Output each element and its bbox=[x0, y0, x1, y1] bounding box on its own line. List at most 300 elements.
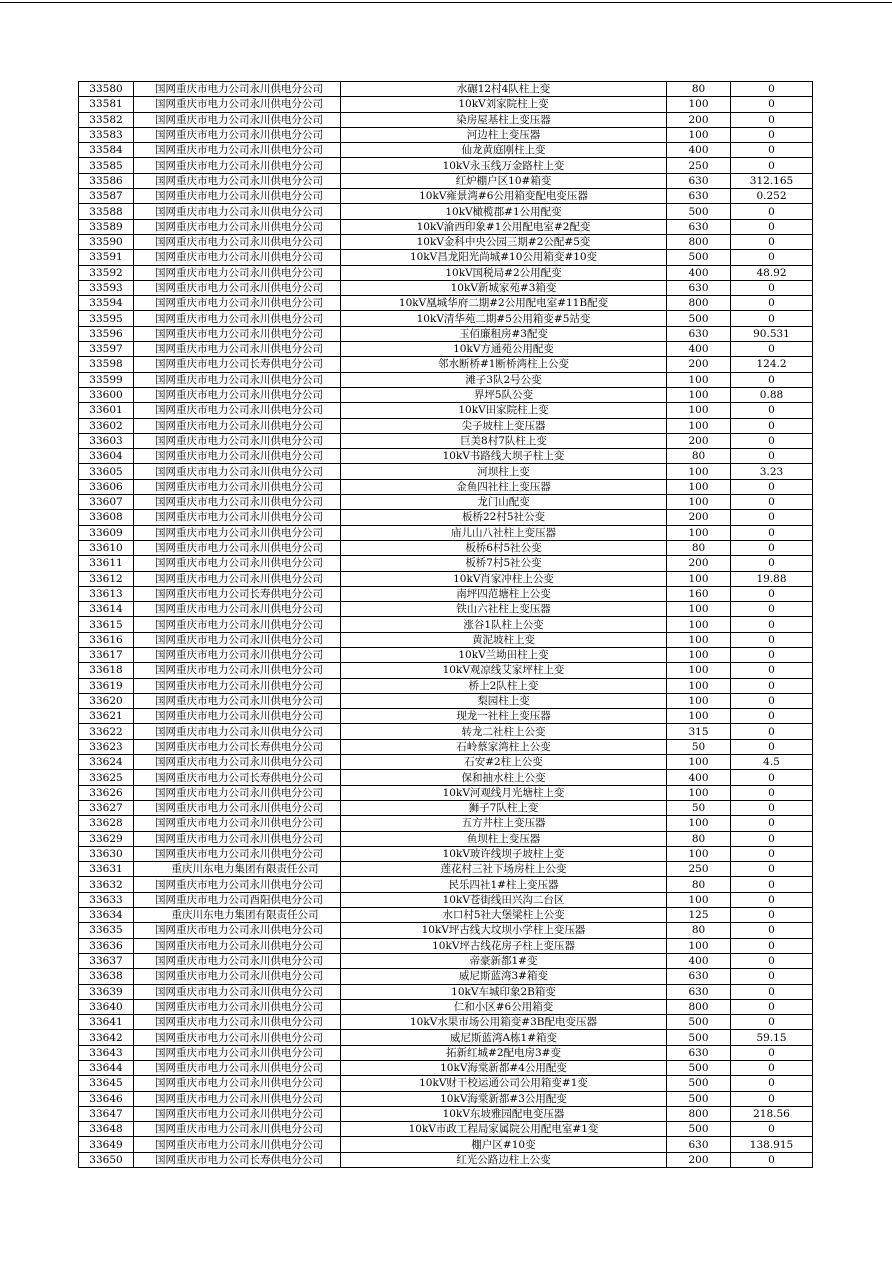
value-cell: 0 bbox=[731, 1045, 813, 1060]
transformer-name-cell: 10kV永玉线万金路柱上变 bbox=[341, 158, 667, 173]
capacity-cell: 400 bbox=[667, 342, 731, 357]
transformer-name-cell: 10kV雍景湾#6公用箱变配电变压器 bbox=[341, 189, 667, 204]
transformer-name-cell: 南坪四范塘柱上公变 bbox=[341, 586, 667, 601]
company-cell: 国网重庆市电力公司永川供电分公司 bbox=[134, 1137, 341, 1152]
capacity-cell: 500 bbox=[667, 311, 731, 326]
row-id-cell: 33646 bbox=[79, 1091, 134, 1106]
table-row bbox=[79, 418, 813, 433]
row-id-cell: 33638 bbox=[79, 969, 134, 984]
row-id-cell: 33609 bbox=[79, 525, 134, 540]
capacity-cell: 500 bbox=[667, 1122, 731, 1137]
table-row bbox=[79, 785, 813, 800]
table-row bbox=[79, 479, 813, 494]
value-cell: 124.2 bbox=[731, 357, 813, 372]
capacity-cell: 80 bbox=[667, 540, 731, 555]
value-cell: 0 bbox=[731, 831, 813, 846]
row-id-cell: 33628 bbox=[79, 816, 134, 831]
row-id-cell: 33626 bbox=[79, 785, 134, 800]
table-row bbox=[79, 755, 813, 770]
row-id-cell: 33624 bbox=[79, 755, 134, 770]
capacity-cell: 100 bbox=[667, 418, 731, 433]
capacity-cell: 630 bbox=[667, 326, 731, 341]
capacity-cell: 500 bbox=[667, 204, 731, 219]
company-cell: 重庆川东电力集团有限责任公司 bbox=[134, 908, 341, 923]
value-cell: 0 bbox=[731, 647, 813, 662]
value-cell: 0 bbox=[731, 510, 813, 525]
row-id-cell: 33636 bbox=[79, 938, 134, 953]
capacity-cell: 100 bbox=[667, 479, 731, 494]
value-cell: 0 bbox=[731, 97, 813, 112]
row-id-cell: 33616 bbox=[79, 632, 134, 647]
transformer-name-cell: 10kV凰城华府二期#2公用配电室#11B配变 bbox=[341, 296, 667, 311]
table-row bbox=[79, 923, 813, 938]
table-row bbox=[79, 326, 813, 341]
transformer-name-cell: 10kV河观线月光塘柱上变 bbox=[341, 785, 667, 800]
value-cell: 0 bbox=[731, 862, 813, 877]
company-cell: 国网重庆市电力公司永川供电分公司 bbox=[134, 1061, 341, 1076]
transformer-name-cell: 10kV市政工程局家属院公用配电室#1变 bbox=[341, 1122, 667, 1137]
capacity-cell: 100 bbox=[667, 647, 731, 662]
transformer-name-cell: 五方井柱上变压器 bbox=[341, 816, 667, 831]
capacity-cell: 80 bbox=[667, 82, 731, 97]
row-id-cell: 33647 bbox=[79, 1106, 134, 1121]
row-id-cell: 33589 bbox=[79, 219, 134, 234]
value-cell: 0 bbox=[731, 724, 813, 739]
row-id-cell: 33588 bbox=[79, 204, 134, 219]
row-id-cell: 33615 bbox=[79, 617, 134, 632]
table-row bbox=[79, 877, 813, 892]
row-id-cell: 33580 bbox=[79, 82, 134, 97]
table-row bbox=[79, 846, 813, 861]
company-cell: 国网重庆市电力公司永川供电分公司 bbox=[134, 846, 341, 861]
capacity-cell: 630 bbox=[667, 173, 731, 188]
company-cell: 国网重庆市电力公司永川供电分公司 bbox=[134, 189, 341, 204]
company-cell: 国网重庆市电力公司永川供电分公司 bbox=[134, 556, 341, 571]
value-cell: 59.15 bbox=[731, 1030, 813, 1045]
company-cell: 国网重庆市电力公司永川供电分公司 bbox=[134, 755, 341, 770]
row-id-cell: 33601 bbox=[79, 403, 134, 418]
company-cell: 国网重庆市电力公司永川供电分公司 bbox=[134, 877, 341, 892]
capacity-cell: 80 bbox=[667, 831, 731, 846]
capacity-cell: 50 bbox=[667, 739, 731, 754]
transformer-name-cell: 帝豪新都1#变 bbox=[341, 953, 667, 968]
row-id-cell: 33629 bbox=[79, 831, 134, 846]
transformer-name-cell: 10kV昌龙阳光尚城#10公用箱变#10变 bbox=[341, 250, 667, 265]
value-cell: 0.252 bbox=[731, 189, 813, 204]
row-id-cell: 33611 bbox=[79, 556, 134, 571]
row-id-cell: 33597 bbox=[79, 342, 134, 357]
table-row bbox=[79, 602, 813, 617]
table-row bbox=[79, 296, 813, 311]
row-id-cell: 33587 bbox=[79, 189, 134, 204]
value-cell: 0 bbox=[731, 250, 813, 265]
transformer-name-cell: 界坪5队公变 bbox=[341, 387, 667, 402]
value-cell: 0 bbox=[731, 234, 813, 249]
transformer-name-cell: 涨谷1队柱上公变 bbox=[341, 617, 667, 632]
row-id-cell: 33613 bbox=[79, 586, 134, 601]
capacity-cell: 100 bbox=[667, 127, 731, 142]
capacity-cell: 100 bbox=[667, 571, 731, 586]
transformer-name-cell: 尖子坡柱上变压器 bbox=[341, 418, 667, 433]
company-cell: 国网重庆市电力公司永川供电分公司 bbox=[134, 403, 341, 418]
table-row bbox=[79, 525, 813, 540]
company-cell: 国网重庆市电力公司永川供电分公司 bbox=[134, 678, 341, 693]
table-body bbox=[79, 82, 813, 1168]
company-cell: 国网重庆市电力公司永川供电分公司 bbox=[134, 571, 341, 586]
value-cell: 0 bbox=[731, 1015, 813, 1030]
table-row bbox=[79, 1122, 813, 1137]
table-row bbox=[79, 984, 813, 999]
row-id-cell: 33645 bbox=[79, 1076, 134, 1091]
capacity-cell: 250 bbox=[667, 862, 731, 877]
capacity-cell: 400 bbox=[667, 770, 731, 785]
company-cell: 国网重庆市电力公司永川供电分公司 bbox=[134, 984, 341, 999]
value-cell: 0 bbox=[731, 632, 813, 647]
row-id-cell: 33586 bbox=[79, 173, 134, 188]
capacity-cell: 160 bbox=[667, 586, 731, 601]
transformer-name-cell: 梨园柱上变 bbox=[341, 693, 667, 708]
transformer-name-cell: 10kV车城印象2B箱变 bbox=[341, 984, 667, 999]
capacity-cell: 630 bbox=[667, 969, 731, 984]
capacity-cell: 80 bbox=[667, 923, 731, 938]
table-row bbox=[79, 1091, 813, 1106]
value-cell: 0 bbox=[731, 556, 813, 571]
capacity-cell: 630 bbox=[667, 219, 731, 234]
value-cell: 0 bbox=[731, 800, 813, 815]
table-row bbox=[79, 938, 813, 953]
capacity-cell: 100 bbox=[667, 785, 731, 800]
company-cell: 国网重庆市电力公司永川供电分公司 bbox=[134, 617, 341, 632]
table-row bbox=[79, 342, 813, 357]
company-cell: 国网重庆市电力公司永川供电分公司 bbox=[134, 999, 341, 1014]
row-id-cell: 33593 bbox=[79, 280, 134, 295]
value-cell: 0 bbox=[731, 953, 813, 968]
row-id-cell: 33634 bbox=[79, 908, 134, 923]
value-cell: 0 bbox=[731, 449, 813, 464]
company-cell: 国网重庆市电力公司永川供电分公司 bbox=[134, 800, 341, 815]
row-id-cell: 33650 bbox=[79, 1152, 134, 1167]
value-cell: 0 bbox=[731, 908, 813, 923]
transformer-name-cell: 10kV清华苑二期#5公用箱变#5站变 bbox=[341, 311, 667, 326]
table-row bbox=[79, 97, 813, 112]
transformer-name-cell: 板桥7村5社公变 bbox=[341, 556, 667, 571]
row-id-cell: 33631 bbox=[79, 862, 134, 877]
row-id-cell: 33637 bbox=[79, 953, 134, 968]
transformer-name-cell: 红炉棚户区10#箱变 bbox=[341, 173, 667, 188]
value-cell: 0 bbox=[731, 143, 813, 158]
capacity-cell: 100 bbox=[667, 892, 731, 907]
transformer-name-cell: 板桥22村5社公变 bbox=[341, 510, 667, 525]
value-cell: 48.92 bbox=[731, 265, 813, 280]
row-id-cell: 33618 bbox=[79, 663, 134, 678]
capacity-cell: 500 bbox=[667, 1061, 731, 1076]
table-row bbox=[79, 709, 813, 724]
company-cell: 国网重庆市电力公司长寿供电分公司 bbox=[134, 770, 341, 785]
company-cell: 国网重庆市电力公司永川供电分公司 bbox=[134, 1106, 341, 1121]
capacity-cell: 200 bbox=[667, 556, 731, 571]
value-cell: 0 bbox=[731, 1152, 813, 1167]
row-id-cell: 33648 bbox=[79, 1122, 134, 1137]
transformer-name-cell: 民乐四社1#柱上变压器 bbox=[341, 877, 667, 892]
row-id-cell: 33644 bbox=[79, 1061, 134, 1076]
company-cell: 国网重庆市电力公司永川供电分公司 bbox=[134, 1076, 341, 1091]
capacity-cell: 80 bbox=[667, 877, 731, 892]
transformer-name-cell: 转龙二社柱上公变 bbox=[341, 724, 667, 739]
table-row bbox=[79, 464, 813, 479]
value-cell: 0 bbox=[731, 969, 813, 984]
capacity-cell: 630 bbox=[667, 1045, 731, 1060]
transformer-name-cell: 石安#2柱上公变 bbox=[341, 755, 667, 770]
value-cell: 0 bbox=[731, 678, 813, 693]
table-row bbox=[79, 969, 813, 984]
company-cell: 国网重庆市电力公司永川供电分公司 bbox=[134, 234, 341, 249]
company-cell: 国网重庆市电力公司永川供电分公司 bbox=[134, 923, 341, 938]
transformer-name-cell: 红光公路边柱上公变 bbox=[341, 1152, 667, 1167]
table-row bbox=[79, 908, 813, 923]
row-id-cell: 33614 bbox=[79, 602, 134, 617]
value-cell: 138.915 bbox=[731, 1137, 813, 1152]
company-cell: 国网重庆市电力公司永川供电分公司 bbox=[134, 311, 341, 326]
capacity-cell: 500 bbox=[667, 1030, 731, 1045]
transformer-name-cell: 仙龙黄庭刚柱上变 bbox=[341, 143, 667, 158]
table-row bbox=[79, 953, 813, 968]
row-id-cell: 33590 bbox=[79, 234, 134, 249]
table-row bbox=[79, 770, 813, 785]
value-cell: 0 bbox=[731, 617, 813, 632]
company-cell: 国网重庆市电力公司永川供电分公司 bbox=[134, 1122, 341, 1137]
table-row bbox=[79, 357, 813, 372]
capacity-cell: 100 bbox=[667, 846, 731, 861]
transformer-name-cell: 河坝柱上变 bbox=[341, 464, 667, 479]
company-cell: 国网重庆市电力公司永川供电分公司 bbox=[134, 326, 341, 341]
transformer-name-cell: 10kV书路线大坝子柱上变 bbox=[341, 449, 667, 464]
value-cell: 0 bbox=[731, 892, 813, 907]
value-cell: 0 bbox=[731, 938, 813, 953]
company-cell: 国网重庆市电力公司永川供电分公司 bbox=[134, 525, 341, 540]
row-id-cell: 33585 bbox=[79, 158, 134, 173]
table-row bbox=[79, 127, 813, 142]
company-cell: 国网重庆市电力公司永川供电分公司 bbox=[134, 342, 341, 357]
table-row bbox=[79, 647, 813, 662]
value-cell: 0 bbox=[731, 342, 813, 357]
capacity-cell: 200 bbox=[667, 510, 731, 525]
capacity-cell: 630 bbox=[667, 280, 731, 295]
capacity-cell: 100 bbox=[667, 938, 731, 953]
value-cell: 0 bbox=[731, 785, 813, 800]
company-cell: 国网重庆市电力公司永川供电分公司 bbox=[134, 602, 341, 617]
table-row bbox=[79, 158, 813, 173]
row-id-cell: 33641 bbox=[79, 1015, 134, 1030]
transformer-name-cell: 威尼斯蓝湾3#箱变 bbox=[341, 969, 667, 984]
transformer-name-cell: 10kV新城家苑#3箱变 bbox=[341, 280, 667, 295]
row-id-cell: 33649 bbox=[79, 1137, 134, 1152]
table-row bbox=[79, 204, 813, 219]
table-row bbox=[79, 800, 813, 815]
table-row bbox=[79, 433, 813, 448]
table-row bbox=[79, 265, 813, 280]
company-cell: 国网重庆市电力公司永川供电分公司 bbox=[134, 158, 341, 173]
value-cell: 218.56 bbox=[731, 1106, 813, 1121]
transformer-name-cell: 水碾12村4队柱上变 bbox=[341, 82, 667, 97]
row-id-cell: 33608 bbox=[79, 510, 134, 525]
company-cell: 国网重庆市电力公司永川供电分公司 bbox=[134, 495, 341, 510]
row-id-cell: 33606 bbox=[79, 479, 134, 494]
capacity-cell: 630 bbox=[667, 1137, 731, 1152]
table-row bbox=[79, 892, 813, 907]
row-id-cell: 33596 bbox=[79, 326, 134, 341]
company-cell: 国网重庆市电力公司长寿供电分公司 bbox=[134, 1152, 341, 1167]
value-cell: 0 bbox=[731, 1076, 813, 1091]
row-id-cell: 33603 bbox=[79, 433, 134, 448]
value-cell: 90.531 bbox=[731, 326, 813, 341]
transformer-name-cell: 棚户区#10变 bbox=[341, 1137, 667, 1152]
company-cell: 国网重庆市电力公司永川供电分公司 bbox=[134, 265, 341, 280]
capacity-cell: 100 bbox=[667, 816, 731, 831]
row-id-cell: 33610 bbox=[79, 540, 134, 555]
value-cell: 0 bbox=[731, 770, 813, 785]
row-id-cell: 33604 bbox=[79, 449, 134, 464]
value-cell: 4.5 bbox=[731, 755, 813, 770]
row-id-cell: 33632 bbox=[79, 877, 134, 892]
capacity-cell: 100 bbox=[667, 464, 731, 479]
capacity-cell: 100 bbox=[667, 495, 731, 510]
company-cell: 国网重庆市电力公司永川供电分公司 bbox=[134, 831, 341, 846]
transformer-name-cell: 玉佰廉租房#3配变 bbox=[341, 326, 667, 341]
capacity-cell: 500 bbox=[667, 1076, 731, 1091]
table-row bbox=[79, 816, 813, 831]
company-cell: 国网重庆市电力公司永川供电分公司 bbox=[134, 1045, 341, 1060]
row-id-cell: 33620 bbox=[79, 693, 134, 708]
row-id-cell: 33633 bbox=[79, 892, 134, 907]
capacity-cell: 100 bbox=[667, 97, 731, 112]
value-cell: 19.88 bbox=[731, 571, 813, 586]
table-row bbox=[79, 250, 813, 265]
company-cell: 国网重庆市电力公司永川供电分公司 bbox=[134, 372, 341, 387]
table-row bbox=[79, 1045, 813, 1060]
company-cell: 国网重庆市电力公司永川供电分公司 bbox=[134, 816, 341, 831]
row-id-cell: 33599 bbox=[79, 372, 134, 387]
capacity-cell: 800 bbox=[667, 999, 731, 1014]
company-cell: 国网重庆市电力公司永川供电分公司 bbox=[134, 296, 341, 311]
value-cell: 0 bbox=[731, 418, 813, 433]
table-row bbox=[79, 372, 813, 387]
row-id-cell: 33642 bbox=[79, 1030, 134, 1045]
capacity-cell: 800 bbox=[667, 1106, 731, 1121]
company-cell: 国网重庆市电力公司永川供电分公司 bbox=[134, 693, 341, 708]
company-cell: 国网重庆市电力公司永川供电分公司 bbox=[134, 464, 341, 479]
value-cell: 0 bbox=[731, 739, 813, 754]
capacity-cell: 100 bbox=[667, 678, 731, 693]
value-cell: 0 bbox=[731, 586, 813, 601]
table-row bbox=[79, 540, 813, 555]
transformer-name-cell: 水口村5社大堡梁柱上公变 bbox=[341, 908, 667, 923]
transformer-name-cell: 10kV肖家冲柱上公变 bbox=[341, 571, 667, 586]
row-id-cell: 33605 bbox=[79, 464, 134, 479]
table-row bbox=[79, 1106, 813, 1121]
company-cell: 国网重庆市电力公司永川供电分公司 bbox=[134, 1015, 341, 1030]
row-id-cell: 33623 bbox=[79, 739, 134, 754]
value-cell: 0.88 bbox=[731, 387, 813, 402]
table-row bbox=[79, 1015, 813, 1030]
table-row bbox=[79, 1076, 813, 1091]
value-cell: 0 bbox=[731, 540, 813, 555]
row-id-cell: 33617 bbox=[79, 647, 134, 662]
value-cell: 0 bbox=[731, 403, 813, 418]
value-cell: 0 bbox=[731, 311, 813, 326]
value-cell: 0 bbox=[731, 923, 813, 938]
row-id-cell: 33602 bbox=[79, 418, 134, 433]
transformer-name-cell: 10kV东坡雅园配电变压器 bbox=[341, 1106, 667, 1121]
company-cell: 国网重庆市电力公司酉阳供电分公司 bbox=[134, 892, 341, 907]
transformer-name-cell: 河边柱上变压器 bbox=[341, 127, 667, 142]
table-row bbox=[79, 1137, 813, 1152]
value-cell: 312.165 bbox=[731, 173, 813, 188]
table-row bbox=[79, 143, 813, 158]
transformer-name-cell: 狮子7队柱上变 bbox=[341, 800, 667, 815]
table-row bbox=[79, 663, 813, 678]
transformer-name-cell: 鱼坝柱上变压器 bbox=[341, 831, 667, 846]
capacity-cell: 400 bbox=[667, 143, 731, 158]
capacity-cell: 100 bbox=[667, 387, 731, 402]
company-cell: 国网重庆市电力公司永川供电分公司 bbox=[134, 433, 341, 448]
value-cell: 3.23 bbox=[731, 464, 813, 479]
table-row bbox=[79, 678, 813, 693]
table-row bbox=[79, 189, 813, 204]
table-row bbox=[79, 693, 813, 708]
value-cell: 0 bbox=[731, 693, 813, 708]
transformer-name-cell: 10kV玻许线坝子坡柱上变 bbox=[341, 846, 667, 861]
transformer-name-cell: 10kV坪古线大坟坝小学柱上变压器 bbox=[341, 923, 667, 938]
capacity-cell: 100 bbox=[667, 693, 731, 708]
row-id-cell: 33583 bbox=[79, 127, 134, 142]
row-id-cell: 33630 bbox=[79, 846, 134, 861]
capacity-cell: 200 bbox=[667, 112, 731, 127]
row-id-cell: 33594 bbox=[79, 296, 134, 311]
value-cell: 0 bbox=[731, 1091, 813, 1106]
company-cell: 国网重庆市电力公司永川供电分公司 bbox=[134, 724, 341, 739]
capacity-cell: 500 bbox=[667, 1015, 731, 1030]
company-cell: 国网重庆市电力公司永川供电分公司 bbox=[134, 953, 341, 968]
company-cell: 国网重庆市电力公司永川供电分公司 bbox=[134, 449, 341, 464]
company-cell: 国网重庆市电力公司长寿供电分公司 bbox=[134, 586, 341, 601]
transformer-name-cell: 邻水断桥#1断桥湾柱上公变 bbox=[341, 357, 667, 372]
value-cell: 0 bbox=[731, 999, 813, 1014]
table-row bbox=[79, 999, 813, 1014]
company-cell: 国网重庆市电力公司永川供电分公司 bbox=[134, 82, 341, 97]
value-cell: 0 bbox=[731, 479, 813, 494]
company-cell: 国网重庆市电力公司永川供电分公司 bbox=[134, 219, 341, 234]
capacity-cell: 100 bbox=[667, 755, 731, 770]
row-id-cell: 33600 bbox=[79, 387, 134, 402]
capacity-cell: 500 bbox=[667, 1091, 731, 1106]
row-id-cell: 33635 bbox=[79, 923, 134, 938]
transformer-name-cell: 10kV海棠新都#3公用配变 bbox=[341, 1091, 667, 1106]
capacity-cell: 800 bbox=[667, 234, 731, 249]
value-cell: 0 bbox=[731, 82, 813, 97]
row-id-cell: 33581 bbox=[79, 97, 134, 112]
table-row bbox=[79, 1030, 813, 1045]
capacity-cell: 200 bbox=[667, 1152, 731, 1167]
company-cell: 国网重庆市电力公司长寿供电分公司 bbox=[134, 739, 341, 754]
transformer-name-cell: 石岭蔡家湾柱上公变 bbox=[341, 739, 667, 754]
table-row bbox=[79, 632, 813, 647]
company-cell: 国网重庆市电力公司永川供电分公司 bbox=[134, 663, 341, 678]
table-row bbox=[79, 617, 813, 632]
table-row bbox=[79, 510, 813, 525]
company-cell: 国网重庆市电力公司永川供电分公司 bbox=[134, 938, 341, 953]
table-row bbox=[79, 403, 813, 418]
value-cell: 0 bbox=[731, 1061, 813, 1076]
